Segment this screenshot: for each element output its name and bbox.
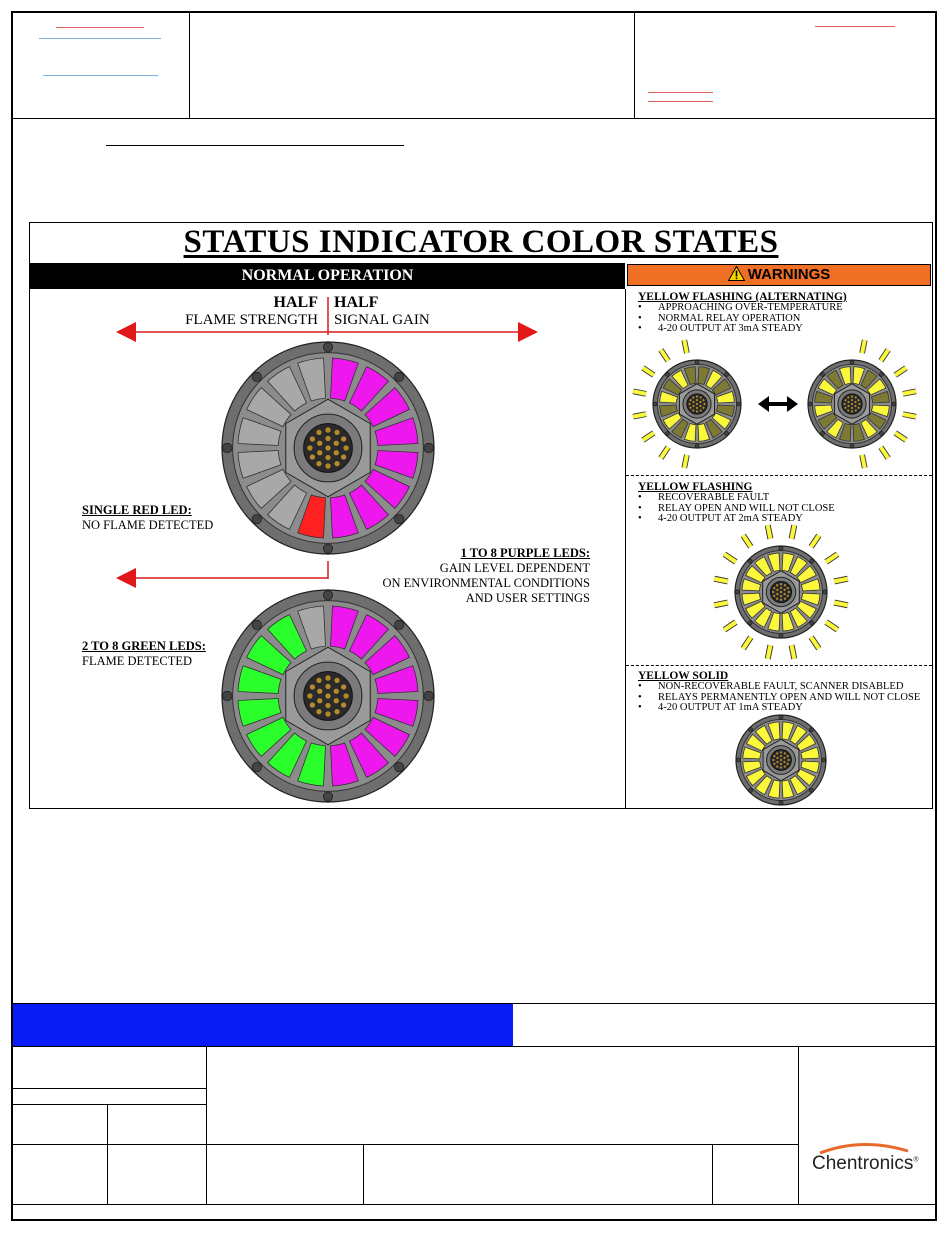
scanner-alternating-b	[808, 340, 916, 468]
screw-mark	[394, 620, 404, 630]
warnings-header	[627, 264, 931, 286]
connector-pin	[776, 766, 778, 768]
connector-pin	[772, 591, 774, 593]
connector-pin	[780, 587, 782, 589]
normal-operation-graphic	[30, 289, 625, 808]
ray-mark	[834, 579, 848, 582]
screw-mark	[823, 590, 827, 594]
connector-pin	[787, 587, 789, 589]
connector-pin	[851, 410, 853, 412]
warning-icon	[728, 266, 745, 287]
connector-pin	[784, 766, 786, 768]
screw-mark	[394, 762, 404, 772]
connector-pin	[696, 410, 698, 412]
warnings-label: WARNINGS	[747, 266, 831, 283]
connector-pin	[851, 399, 853, 401]
connector-pin	[688, 403, 690, 405]
connector-pin	[699, 401, 701, 403]
screw-mark	[394, 372, 404, 382]
connector-pin	[773, 755, 775, 757]
screw-mark	[737, 402, 741, 406]
connector-pin	[325, 463, 330, 468]
screw-mark	[779, 801, 783, 805]
list-item: • NORMAL RELAY OPERATION	[638, 314, 847, 325]
screw-mark	[223, 691, 233, 701]
connector-pin	[854, 405, 856, 407]
warning-section-solid: YELLOW SOLID • NON-RECOVERABLE FAULT, SCANNER DISABLED • RELAYS PERMANENTLY OPEN AND WILL NOT CLOSE • 4-20 OUTPUT AT 1mA STEADY	[638, 670, 920, 714]
redacted-line	[648, 101, 713, 102]
list-item: • APPROACHING OVER-TEMPERATURE	[638, 303, 847, 314]
list-item: • 4-20 OUTPUT AT 1mA STEADY	[638, 703, 920, 714]
connector-pin	[316, 461, 321, 466]
connector-pin	[317, 698, 322, 703]
ray-mark	[862, 455, 865, 468]
screw-mark	[820, 432, 824, 436]
connector-pin	[334, 461, 339, 466]
screw-mark	[749, 788, 753, 792]
screw-mark	[424, 443, 434, 453]
scanner-alternating-a	[633, 340, 741, 468]
ray-mark	[903, 391, 916, 394]
ray-mark	[792, 525, 795, 539]
footer-divider	[11, 1204, 937, 1205]
ray-mark	[862, 340, 865, 353]
connector-pin	[843, 403, 845, 405]
connector-pin	[692, 396, 694, 398]
company-logo: Chentronics®	[812, 1153, 919, 1174]
footer-col-divider	[712, 1144, 713, 1204]
scanner-no-flame	[222, 342, 434, 554]
blue-bar	[13, 1004, 513, 1046]
connector-pin	[780, 759, 782, 761]
screw-mark	[665, 372, 669, 376]
connector-pin	[780, 591, 782, 593]
connector-pin	[773, 595, 775, 597]
connector-pin	[307, 693, 312, 698]
connector-pin	[341, 702, 346, 707]
connector-pin	[334, 689, 339, 694]
screw-mark	[810, 559, 814, 563]
redacted-line	[43, 75, 158, 76]
connector-pin	[851, 407, 853, 409]
connector-pin	[847, 401, 849, 403]
green-leds-note: 2 TO 8 GREEN LEDS: FLAME DETECTED	[82, 639, 206, 668]
screw-mark	[735, 590, 739, 594]
footer-divider	[11, 1088, 206, 1089]
ray-mark	[768, 525, 771, 539]
connector-pin	[325, 684, 330, 689]
redacted-line	[39, 38, 161, 39]
list-item: • NON-RECOVERABLE FAULT, SCANNER DISABLED	[638, 682, 920, 693]
header-col-divider-1	[189, 11, 190, 118]
connector-pin	[787, 755, 789, 757]
connector-pin	[776, 761, 778, 763]
screw-mark	[822, 758, 826, 762]
screw-mark	[725, 432, 729, 436]
connector-pin	[787, 763, 789, 765]
screw-mark	[850, 360, 854, 364]
redacted-line	[56, 27, 144, 28]
connector-pin	[783, 757, 785, 759]
connector-pin	[847, 396, 849, 398]
connector-pin	[334, 450, 339, 455]
connector-pin	[780, 751, 782, 753]
connector-pin	[772, 759, 774, 761]
footer-col-divider	[107, 1104, 108, 1204]
screw-mark	[424, 691, 434, 701]
connector-pin	[703, 403, 705, 405]
connector-pin	[844, 399, 846, 401]
connector-pin	[788, 591, 790, 593]
screw-mark	[665, 432, 669, 436]
list-item: • RELAYS PERMANENTLY OPEN AND WILL NOT CLOSE	[638, 693, 920, 704]
connector-pin	[780, 755, 782, 757]
connector-pin	[847, 409, 849, 411]
warning-section-flashing: YELLOW FLASHING • RECOVERABLE FAULT • RELAY OPEN AND WILL NOT CLOSE • 4-20 OUTPUT AT 2mA STEADY	[638, 481, 835, 525]
connector-pin	[776, 584, 778, 586]
redacted-line	[648, 92, 713, 93]
connector-pin	[696, 403, 698, 405]
screw-mark	[779, 634, 783, 638]
connector-pin	[341, 684, 346, 689]
connector-pin	[776, 593, 778, 595]
figure-title: STATUS INDICATOR COLOR STATES	[183, 224, 779, 260]
connector-pin	[316, 430, 321, 435]
connector-pin	[780, 595, 782, 597]
ray-mark	[768, 645, 771, 659]
connector-pin	[783, 589, 785, 591]
screw-mark	[223, 443, 233, 453]
ray-mark	[684, 455, 687, 468]
ray-mark	[834, 603, 848, 606]
ray-mark	[633, 391, 646, 394]
screw-mark	[820, 372, 824, 376]
connector-pin	[780, 767, 782, 769]
connector-pin	[334, 698, 339, 703]
connector-pin	[325, 693, 330, 698]
screw-mark	[809, 788, 813, 792]
connector-pin	[696, 407, 698, 409]
scanner-yellow-flashing	[714, 525, 848, 659]
connector-pin	[851, 403, 853, 405]
footer-col-divider	[206, 1046, 207, 1204]
connector-pin	[325, 703, 330, 708]
connector-pin	[857, 407, 859, 409]
screw-mark	[810, 621, 814, 625]
connector-pin	[343, 445, 348, 450]
connector-pin	[857, 399, 859, 401]
connector-pin	[780, 763, 782, 765]
screw-mark	[252, 514, 262, 524]
connector-pin	[776, 589, 778, 591]
list-item: • 4-20 OUTPUT AT 3mA STEADY	[638, 324, 847, 335]
list-item: • RECOVERABLE FAULT	[638, 493, 835, 504]
screw-mark	[892, 402, 896, 406]
warning-section-alternating: YELLOW FLASHING (ALTERNATING) • APPROACHING OVER-TEMPERATURE • NORMAL RELAY OPERATION • 4-20 OUTPUT AT 3mA STEADY	[638, 291, 847, 335]
connector-pin	[317, 450, 322, 455]
connector-pin	[851, 395, 853, 397]
screw-mark	[252, 620, 262, 630]
screw-mark	[736, 758, 740, 762]
footer-col-divider	[798, 1046, 799, 1204]
connector-pin	[784, 598, 786, 600]
ray-mark	[714, 579, 728, 582]
connector-pin	[844, 407, 846, 409]
split-arrow	[116, 297, 538, 342]
connector-pin	[858, 403, 860, 405]
ray-mark	[633, 414, 646, 417]
connector-pin	[689, 399, 691, 401]
list-item: • RELAY OPEN AND WILL NOT CLOSE	[638, 504, 835, 515]
connector-pin	[780, 599, 782, 601]
footer-divider	[11, 1104, 206, 1105]
connector-pin	[784, 752, 786, 754]
screw-mark	[779, 546, 783, 550]
screw-mark	[880, 372, 884, 376]
connector-pin	[699, 405, 701, 407]
connector-pin	[341, 454, 346, 459]
screw-mark	[725, 372, 729, 376]
screw-mark	[880, 432, 884, 436]
connector-pin	[784, 584, 786, 586]
connector-pin	[317, 689, 322, 694]
connector-pin	[788, 759, 790, 761]
connector-pin	[700, 396, 702, 398]
connector-pin	[773, 587, 775, 589]
screw-mark	[749, 728, 753, 732]
connector-pin	[855, 409, 857, 411]
connector-pin	[776, 752, 778, 754]
connector-pin	[783, 593, 785, 595]
scanner-yellow-solid	[736, 715, 826, 805]
normal-operation-header: NORMAL OPERATION	[30, 263, 625, 289]
screw-mark	[394, 514, 404, 524]
connector-pin	[325, 675, 330, 680]
connector-pin	[325, 427, 330, 432]
connector-pin	[847, 405, 849, 407]
purple-leds-note: 1 TO 8 PURPLE LEDS: GAIN LEVEL DEPENDENT ON ENVIRONMENTAL CONDITIONS AND USER SETTINGS	[382, 546, 590, 605]
screw-mark	[653, 402, 657, 406]
screw-mark	[809, 728, 813, 732]
flame-strength-label: HALF FLAME STRENGTH	[185, 294, 318, 328]
connector-pin	[855, 396, 857, 398]
connector-pin	[307, 445, 312, 450]
connector-pin	[341, 436, 346, 441]
connector-pin	[325, 436, 330, 441]
screw-mark	[252, 762, 262, 772]
warnings-graphic	[626, 289, 932, 808]
connector-pin	[334, 709, 339, 714]
connector-pin	[316, 678, 321, 683]
screw-mark	[323, 792, 333, 802]
header-divider	[11, 118, 937, 119]
connector-pin	[787, 595, 789, 597]
connector-pin	[692, 405, 694, 407]
screw-mark	[695, 444, 699, 448]
connector-pin	[325, 455, 330, 460]
connector-pin	[689, 407, 691, 409]
connector-pin	[325, 711, 330, 716]
connector-pin	[310, 684, 315, 689]
screw-mark	[252, 372, 262, 382]
ray-mark	[714, 603, 728, 606]
ray-mark	[792, 645, 795, 659]
connector-pin	[700, 409, 702, 411]
screw-mark	[748, 559, 752, 563]
connector-pin	[696, 395, 698, 397]
connector-pin	[310, 454, 315, 459]
connector-pin	[692, 409, 694, 411]
connector-pin	[780, 583, 782, 585]
connector-pin	[702, 399, 704, 401]
connector-pin	[343, 693, 348, 698]
left-arrow	[116, 561, 328, 588]
screw-mark	[323, 544, 333, 554]
ray-mark	[903, 414, 916, 417]
scanner-flame-detected	[222, 590, 434, 802]
connector-pin	[776, 598, 778, 600]
connector-pin	[310, 436, 315, 441]
screw-mark	[695, 360, 699, 364]
screw-mark	[808, 402, 812, 406]
redacted-line	[815, 26, 895, 27]
screw-mark	[779, 715, 783, 719]
connector-pin	[334, 441, 339, 446]
screw-mark	[748, 621, 752, 625]
screw-mark	[323, 343, 333, 353]
ray-mark	[684, 340, 687, 353]
list-item: • 4-20 OUTPUT AT 2mA STEADY	[638, 514, 835, 525]
connector-pin	[334, 430, 339, 435]
connector-pin	[776, 757, 778, 759]
connector-pin	[854, 401, 856, 403]
screw-mark	[850, 444, 854, 448]
footer-col-divider	[363, 1144, 364, 1204]
connector-pin	[773, 763, 775, 765]
connector-pin	[783, 761, 785, 763]
connector-pin	[316, 709, 321, 714]
connector-pin	[696, 399, 698, 401]
header-col-divider-2	[634, 11, 635, 118]
double-arrow-icon	[758, 396, 798, 412]
connector-pin	[325, 445, 330, 450]
footer-divider	[11, 1144, 798, 1145]
connector-pin	[334, 678, 339, 683]
connector-pin	[317, 441, 322, 446]
screw-mark	[323, 591, 333, 601]
connector-pin	[310, 702, 315, 707]
connector-pin	[692, 401, 694, 403]
connector-pin	[702, 407, 704, 409]
section-title-underline	[106, 145, 404, 146]
red-led-note: SINGLE RED LED: NO FLAME DETECTED	[82, 503, 214, 532]
signal-gain-label: HALF SIGNAL GAIN	[334, 294, 430, 328]
